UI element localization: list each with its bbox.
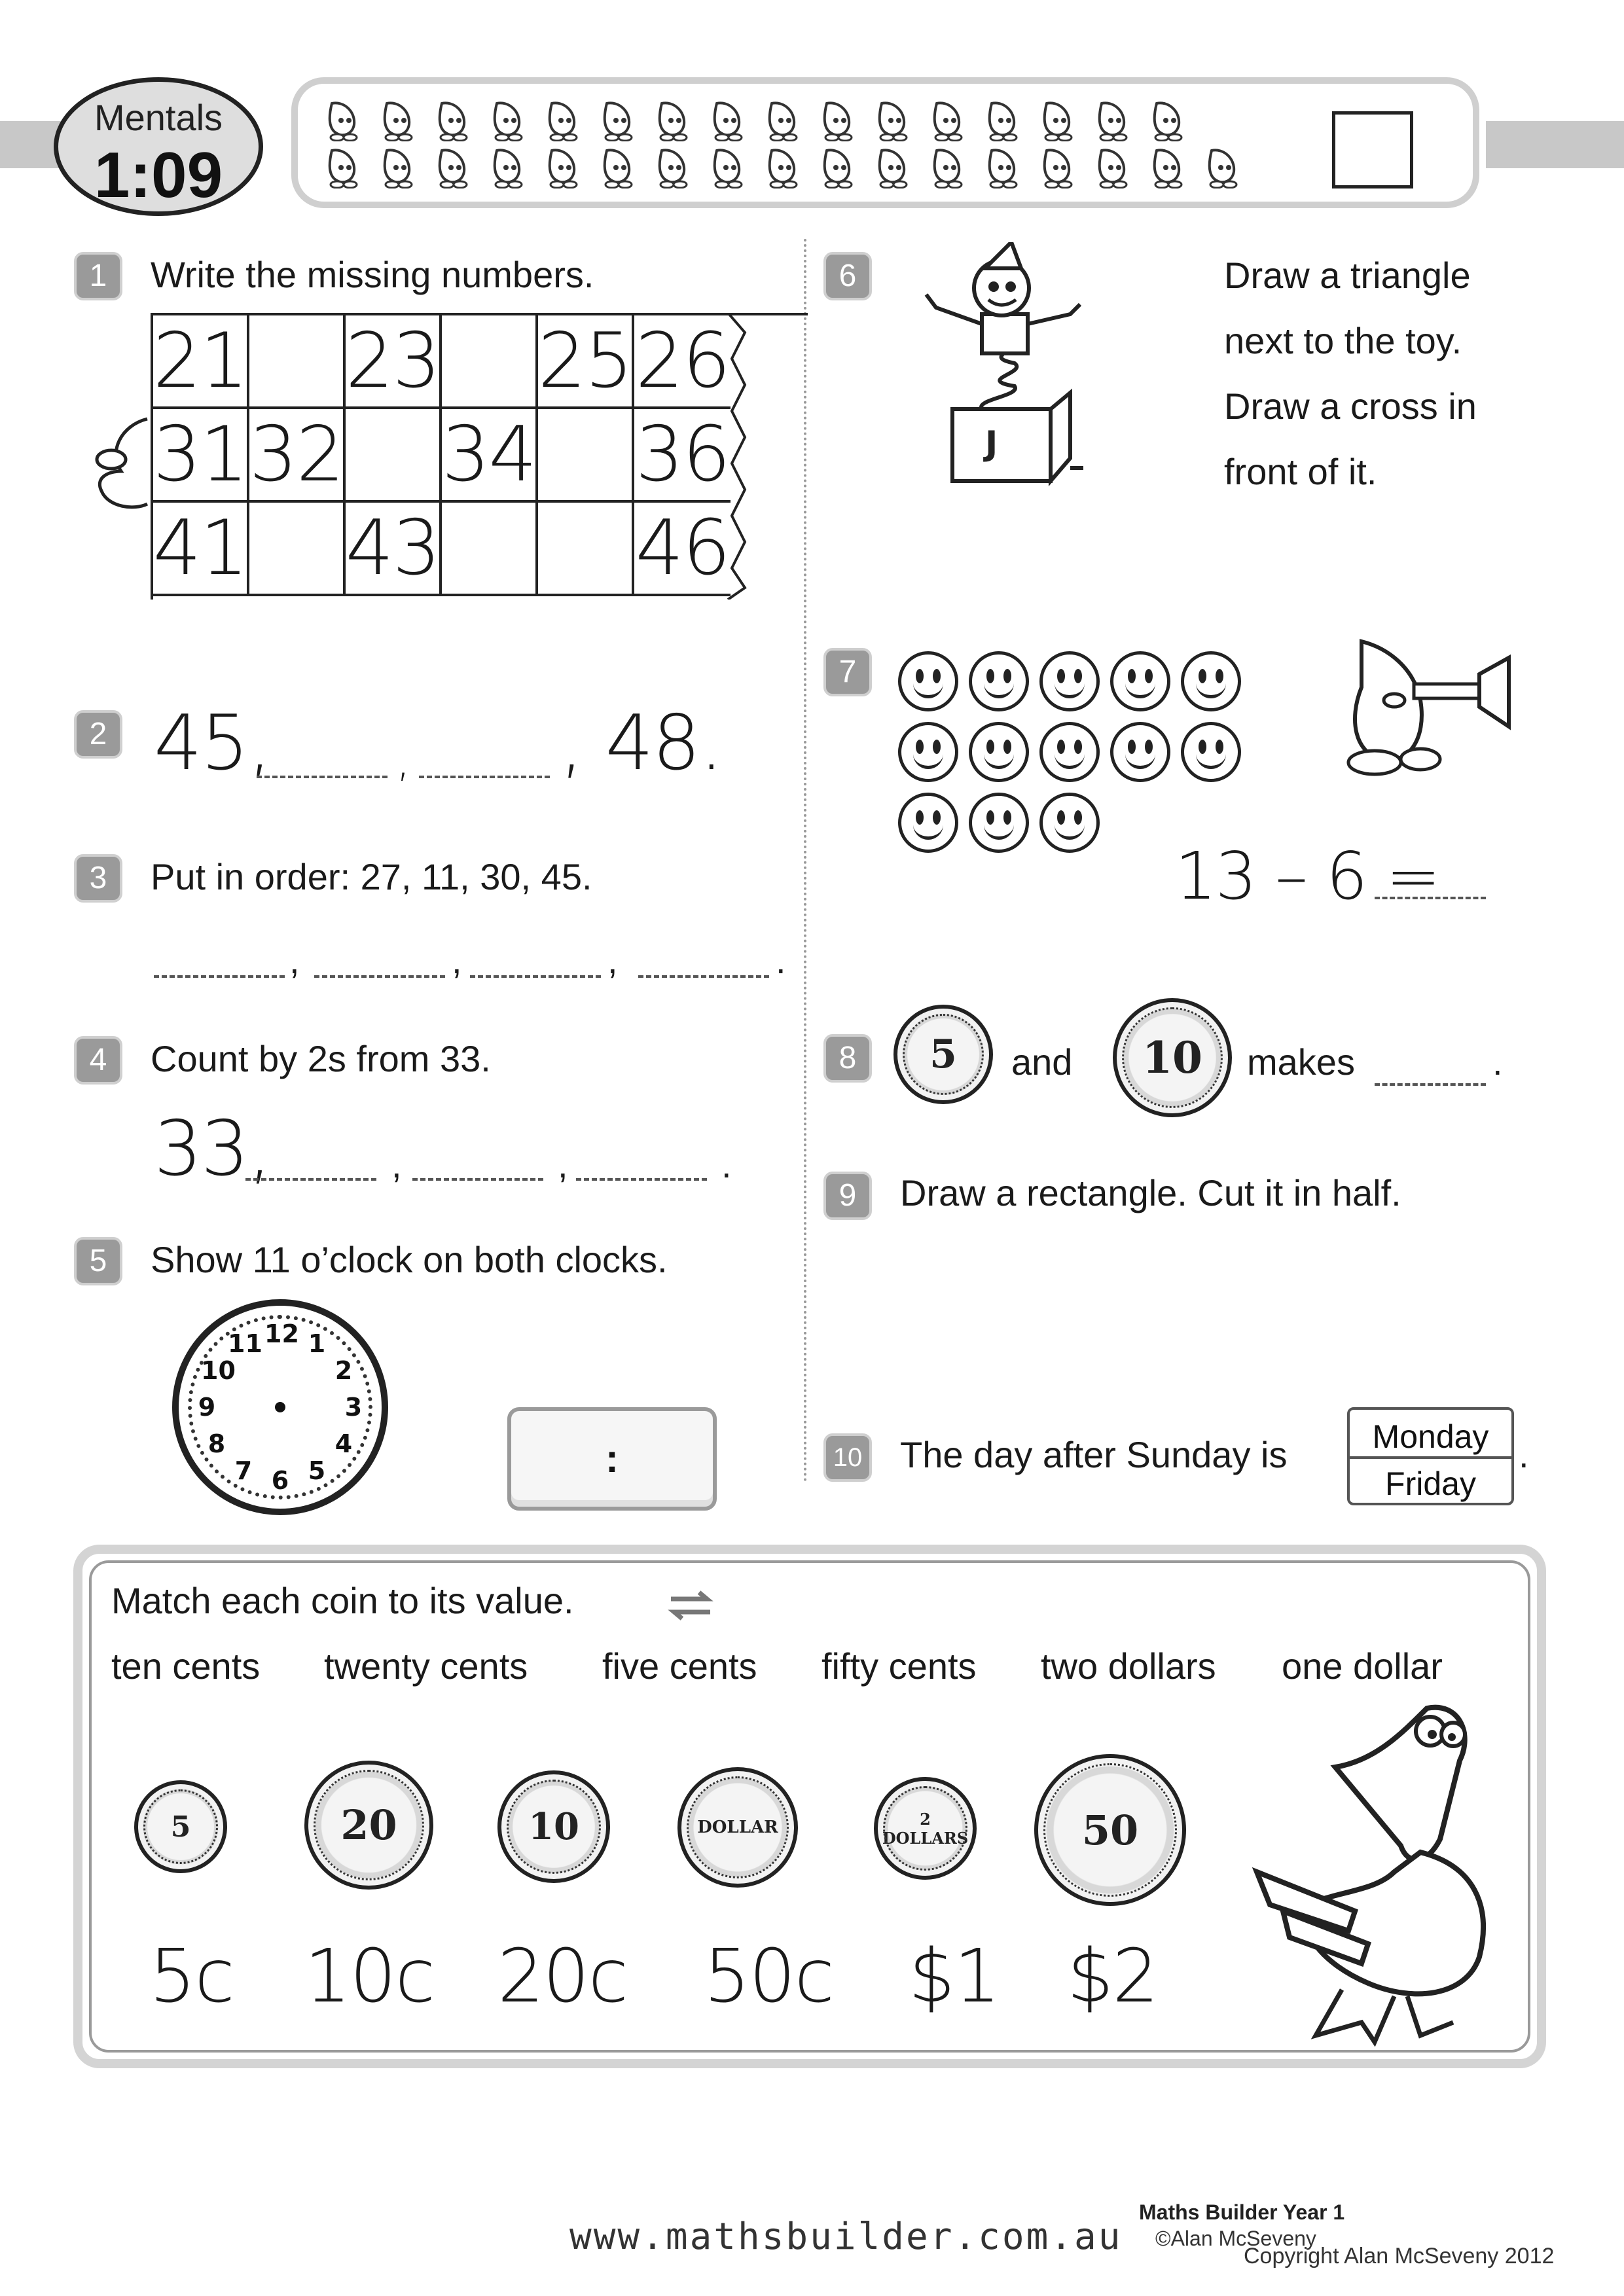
q6-line-2: next to the toy. bbox=[1224, 320, 1462, 361]
q6-line-1: Draw a triangle bbox=[1224, 255, 1471, 296]
torn-edge bbox=[725, 313, 765, 600]
five-cent-coin-icon: 5 bbox=[893, 1005, 993, 1104]
q6-line-3: Draw a cross in bbox=[1224, 386, 1477, 427]
question-number-6: 6 bbox=[823, 252, 872, 300]
q4-blank-1[interactable] bbox=[245, 1178, 376, 1181]
mascot-icon bbox=[874, 147, 913, 188]
clock-number: 4 bbox=[334, 1429, 353, 1458]
grid-cell-blank[interactable] bbox=[249, 503, 346, 596]
smiley-face-icon bbox=[898, 793, 958, 853]
smiley-face-icon bbox=[1181, 651, 1241, 711]
mascot-icon bbox=[984, 147, 1023, 188]
mascot-icon bbox=[764, 99, 803, 141]
smiley-face-icon bbox=[969, 793, 1029, 853]
match-value[interactable]: 10c bbox=[304, 1934, 435, 2019]
swap-arrows-icon bbox=[668, 1589, 713, 1622]
q8-makes: makes bbox=[1247, 1041, 1355, 1083]
day-option-friday[interactable]: Friday bbox=[1385, 1465, 1476, 1502]
q4-blank-3[interactable] bbox=[576, 1178, 707, 1181]
match-value[interactable]: $1 bbox=[909, 1934, 1000, 2019]
question-number-2: 2 bbox=[74, 710, 122, 759]
smiley-face-icon bbox=[1039, 722, 1100, 782]
pelican-mascot-icon bbox=[1244, 1695, 1532, 2049]
grid-cell-blank[interactable] bbox=[442, 503, 538, 596]
q5-instruction: Show 11 o’clock on both clocks. bbox=[151, 1239, 668, 1280]
q3-blank-2[interactable] bbox=[314, 975, 445, 978]
q8-and: and bbox=[1011, 1041, 1073, 1083]
q10-text: The day after Sunday is bbox=[900, 1434, 1288, 1475]
grid-cell-blank[interactable] bbox=[538, 409, 634, 503]
analog-clock[interactable] bbox=[172, 1299, 388, 1515]
q4-end: . bbox=[721, 1144, 732, 1185]
q4-sep-2: , bbox=[558, 1144, 568, 1185]
q4-start: 33, bbox=[154, 1105, 271, 1193]
mascot-icon bbox=[764, 147, 803, 188]
match-word[interactable]: one dollar bbox=[1282, 1645, 1443, 1687]
mascot-icon bbox=[324, 147, 363, 188]
smiley-face-icon bbox=[898, 722, 958, 782]
grid-cell-blank[interactable] bbox=[249, 315, 346, 409]
question-number-5: 5 bbox=[74, 1237, 122, 1285]
q4-sep-1: , bbox=[391, 1144, 402, 1185]
match-word[interactable]: twenty cents bbox=[324, 1645, 528, 1687]
mascot-icon bbox=[654, 99, 693, 141]
match-word[interactable]: five cents bbox=[602, 1645, 757, 1687]
q2-blank-1[interactable] bbox=[257, 776, 388, 778]
peeking-hand-icon bbox=[82, 412, 154, 517]
clock-number: 7 bbox=[234, 1456, 253, 1485]
smiley-face-icon bbox=[1039, 651, 1100, 711]
clock-number: 10 bbox=[201, 1356, 236, 1385]
mascot-icon bbox=[599, 147, 638, 188]
q3-sep-1: , bbox=[289, 940, 300, 981]
clock-number: 5 bbox=[308, 1456, 326, 1485]
mascot-icon bbox=[489, 99, 528, 141]
grid-cell-blank[interactable] bbox=[346, 409, 442, 503]
score-strip bbox=[291, 77, 1479, 208]
jack-in-the-box-icon bbox=[916, 242, 1087, 491]
mascot-icon bbox=[1039, 147, 1078, 188]
question-number-8: 8 bbox=[823, 1034, 872, 1083]
q3-blank-1[interactable] bbox=[154, 975, 285, 978]
mascot-icon bbox=[819, 147, 858, 188]
q3-blank-3[interactable] bbox=[470, 975, 601, 978]
question-number-3: 3 bbox=[74, 854, 122, 903]
mascot-icon bbox=[324, 99, 363, 141]
match-word[interactable]: two dollars bbox=[1041, 1645, 1216, 1687]
mascot-icon bbox=[544, 147, 583, 188]
ten-cent-coin-icon: 10 bbox=[1113, 998, 1232, 1117]
match-value[interactable]: 5c bbox=[149, 1934, 234, 2019]
mascot-icon bbox=[874, 99, 913, 141]
match-value[interactable]: 50c bbox=[704, 1934, 834, 2019]
smiley-face-icon bbox=[969, 651, 1029, 711]
q7-answer-blank[interactable] bbox=[1375, 897, 1486, 899]
smiley-face-icon bbox=[969, 722, 1029, 782]
mascot-icon bbox=[379, 147, 418, 188]
match-word[interactable]: fifty cents bbox=[821, 1645, 977, 1687]
footer-website: www.mathsbuilder.com.au bbox=[569, 2215, 1123, 2258]
clock-number: 3 bbox=[344, 1393, 363, 1422]
clock-number: 6 bbox=[271, 1466, 289, 1495]
q1-instruction: Write the missing numbers. bbox=[151, 254, 594, 295]
q3-sep-2: , bbox=[452, 940, 462, 981]
q3-blank-4[interactable] bbox=[638, 975, 769, 978]
q3-instruction: Put in order: 27, 11, 30, 45. bbox=[151, 856, 592, 897]
q4-blank-2[interactable] bbox=[412, 1178, 543, 1181]
match-value[interactable]: $2 bbox=[1067, 1934, 1158, 2019]
mascot-row-1 bbox=[324, 99, 1306, 143]
smiley-face-icon bbox=[1039, 793, 1100, 853]
footer-author: ©Alan McSeveny bbox=[1155, 2227, 1316, 2250]
grid-cell: 36 bbox=[634, 409, 731, 503]
grid-cell-blank[interactable] bbox=[442, 315, 538, 409]
q4-instruction: Count by 2s from 33. bbox=[151, 1038, 491, 1079]
mascot-icon bbox=[654, 147, 693, 188]
mascot-icon bbox=[1204, 147, 1243, 188]
smiley-face-icon bbox=[898, 651, 958, 711]
mascot-icon bbox=[434, 99, 473, 141]
day-option-divider bbox=[1350, 1456, 1511, 1459]
mascot-icon bbox=[1149, 99, 1188, 141]
grid-cell: 25 bbox=[538, 315, 634, 409]
sheet-number: 1:09 bbox=[94, 139, 223, 211]
question-number-9: 9 bbox=[823, 1172, 872, 1220]
mentals-label: Mentals bbox=[94, 97, 223, 138]
q7-expression: 13 – 6 = bbox=[1175, 838, 1440, 914]
grid-cell: 34 bbox=[442, 409, 538, 503]
grid-cell: 23 bbox=[346, 315, 442, 409]
mascot-icon bbox=[819, 99, 858, 141]
q3-end: . bbox=[776, 940, 786, 981]
clock-number: 11 bbox=[228, 1329, 262, 1358]
mascot-icon bbox=[379, 99, 418, 141]
match-coin-icon[interactable]: 10 bbox=[497, 1770, 610, 1883]
mascot-icon bbox=[929, 99, 968, 141]
mentals-badge bbox=[54, 77, 263, 216]
grid-cell: 46 bbox=[634, 503, 731, 596]
day-choice-box[interactable] bbox=[1347, 1407, 1514, 1505]
mascot-icon bbox=[709, 99, 748, 141]
mascot-row-2 bbox=[324, 147, 1306, 190]
clock-number: 12 bbox=[264, 1319, 299, 1348]
grid-cell-blank[interactable] bbox=[538, 503, 634, 596]
footer-copyright: Copyright Alan McSeveny 2012 bbox=[1244, 2244, 1555, 2269]
grid-cell: 21 bbox=[153, 315, 249, 409]
clock-number: 8 bbox=[208, 1429, 226, 1458]
trumpet-mascot-icon bbox=[1335, 628, 1519, 779]
q3-sep-3: , bbox=[607, 940, 618, 981]
day-option-monday[interactable]: Monday bbox=[1372, 1418, 1489, 1455]
grid-cell: 31 bbox=[153, 409, 249, 503]
question-number-10: 10 bbox=[823, 1433, 872, 1482]
mascot-icon bbox=[489, 147, 528, 188]
match-coin-icon[interactable]: 2 DOLLARS bbox=[874, 1777, 977, 1880]
digital-clock[interactable] bbox=[507, 1407, 717, 1511]
q8-answer-blank[interactable] bbox=[1375, 1083, 1486, 1086]
question-number-7: 7 bbox=[823, 648, 872, 696]
clock-number: 9 bbox=[198, 1393, 216, 1422]
mascot-icon bbox=[929, 147, 968, 188]
hundreds-grid bbox=[151, 313, 808, 600]
grid-cell: 32 bbox=[249, 409, 346, 503]
q2-end: , 48. bbox=[560, 699, 723, 787]
mascot-icon bbox=[434, 147, 473, 188]
footer-book: Maths Builder Year 1 bbox=[1139, 2200, 1345, 2224]
toy-letter-box: J bbox=[985, 424, 998, 463]
q10-end: . bbox=[1519, 1434, 1529, 1475]
mascot-icon bbox=[709, 147, 748, 188]
clock-center-dot bbox=[275, 1402, 285, 1412]
match-coin-icon[interactable]: 20 bbox=[304, 1761, 433, 1890]
match-word[interactable]: ten cents bbox=[111, 1645, 261, 1687]
header-bar-right bbox=[1486, 121, 1624, 168]
clock-number: 2 bbox=[334, 1356, 353, 1385]
question-number-1: 1 bbox=[74, 252, 122, 300]
question-number-4: 4 bbox=[74, 1036, 122, 1085]
grid-cell: 26 bbox=[634, 315, 731, 409]
digital-colon: : bbox=[605, 1437, 619, 1480]
q2-sep-1: , bbox=[396, 733, 410, 787]
clock-number: 1 bbox=[308, 1329, 326, 1358]
smiley-face-icon bbox=[1110, 651, 1170, 711]
match-coin-icon[interactable]: 50 bbox=[1034, 1754, 1186, 1906]
smiley-face-icon bbox=[1110, 722, 1170, 782]
match-coin-icon[interactable]: DOLLAR bbox=[677, 1767, 798, 1888]
smiley-face-icon bbox=[1181, 722, 1241, 782]
match-value[interactable]: 20c bbox=[497, 1934, 628, 2019]
mascot-icon bbox=[1149, 147, 1188, 188]
q2-blank-2[interactable] bbox=[419, 776, 550, 778]
q9-instruction: Draw a rectangle. Cut it in half. bbox=[900, 1172, 1401, 1213]
match-instruction: Match each coin to its value. bbox=[111, 1580, 574, 1621]
q6-line-4: front of it. bbox=[1224, 451, 1377, 492]
mascot-icon bbox=[1094, 99, 1133, 141]
score-box[interactable] bbox=[1332, 111, 1413, 188]
match-coin-icon[interactable]: 5 bbox=[134, 1780, 227, 1873]
mascot-icon bbox=[984, 99, 1023, 141]
mascot-icon bbox=[544, 99, 583, 141]
mascot-icon bbox=[599, 99, 638, 141]
mascot-icon bbox=[1094, 147, 1133, 188]
q2-start: 45, bbox=[154, 699, 271, 787]
mascot-icon bbox=[1039, 99, 1078, 141]
q8-end: . bbox=[1492, 1041, 1503, 1083]
grid-cell: 41 bbox=[153, 503, 249, 596]
grid-cell: 43 bbox=[346, 503, 442, 596]
